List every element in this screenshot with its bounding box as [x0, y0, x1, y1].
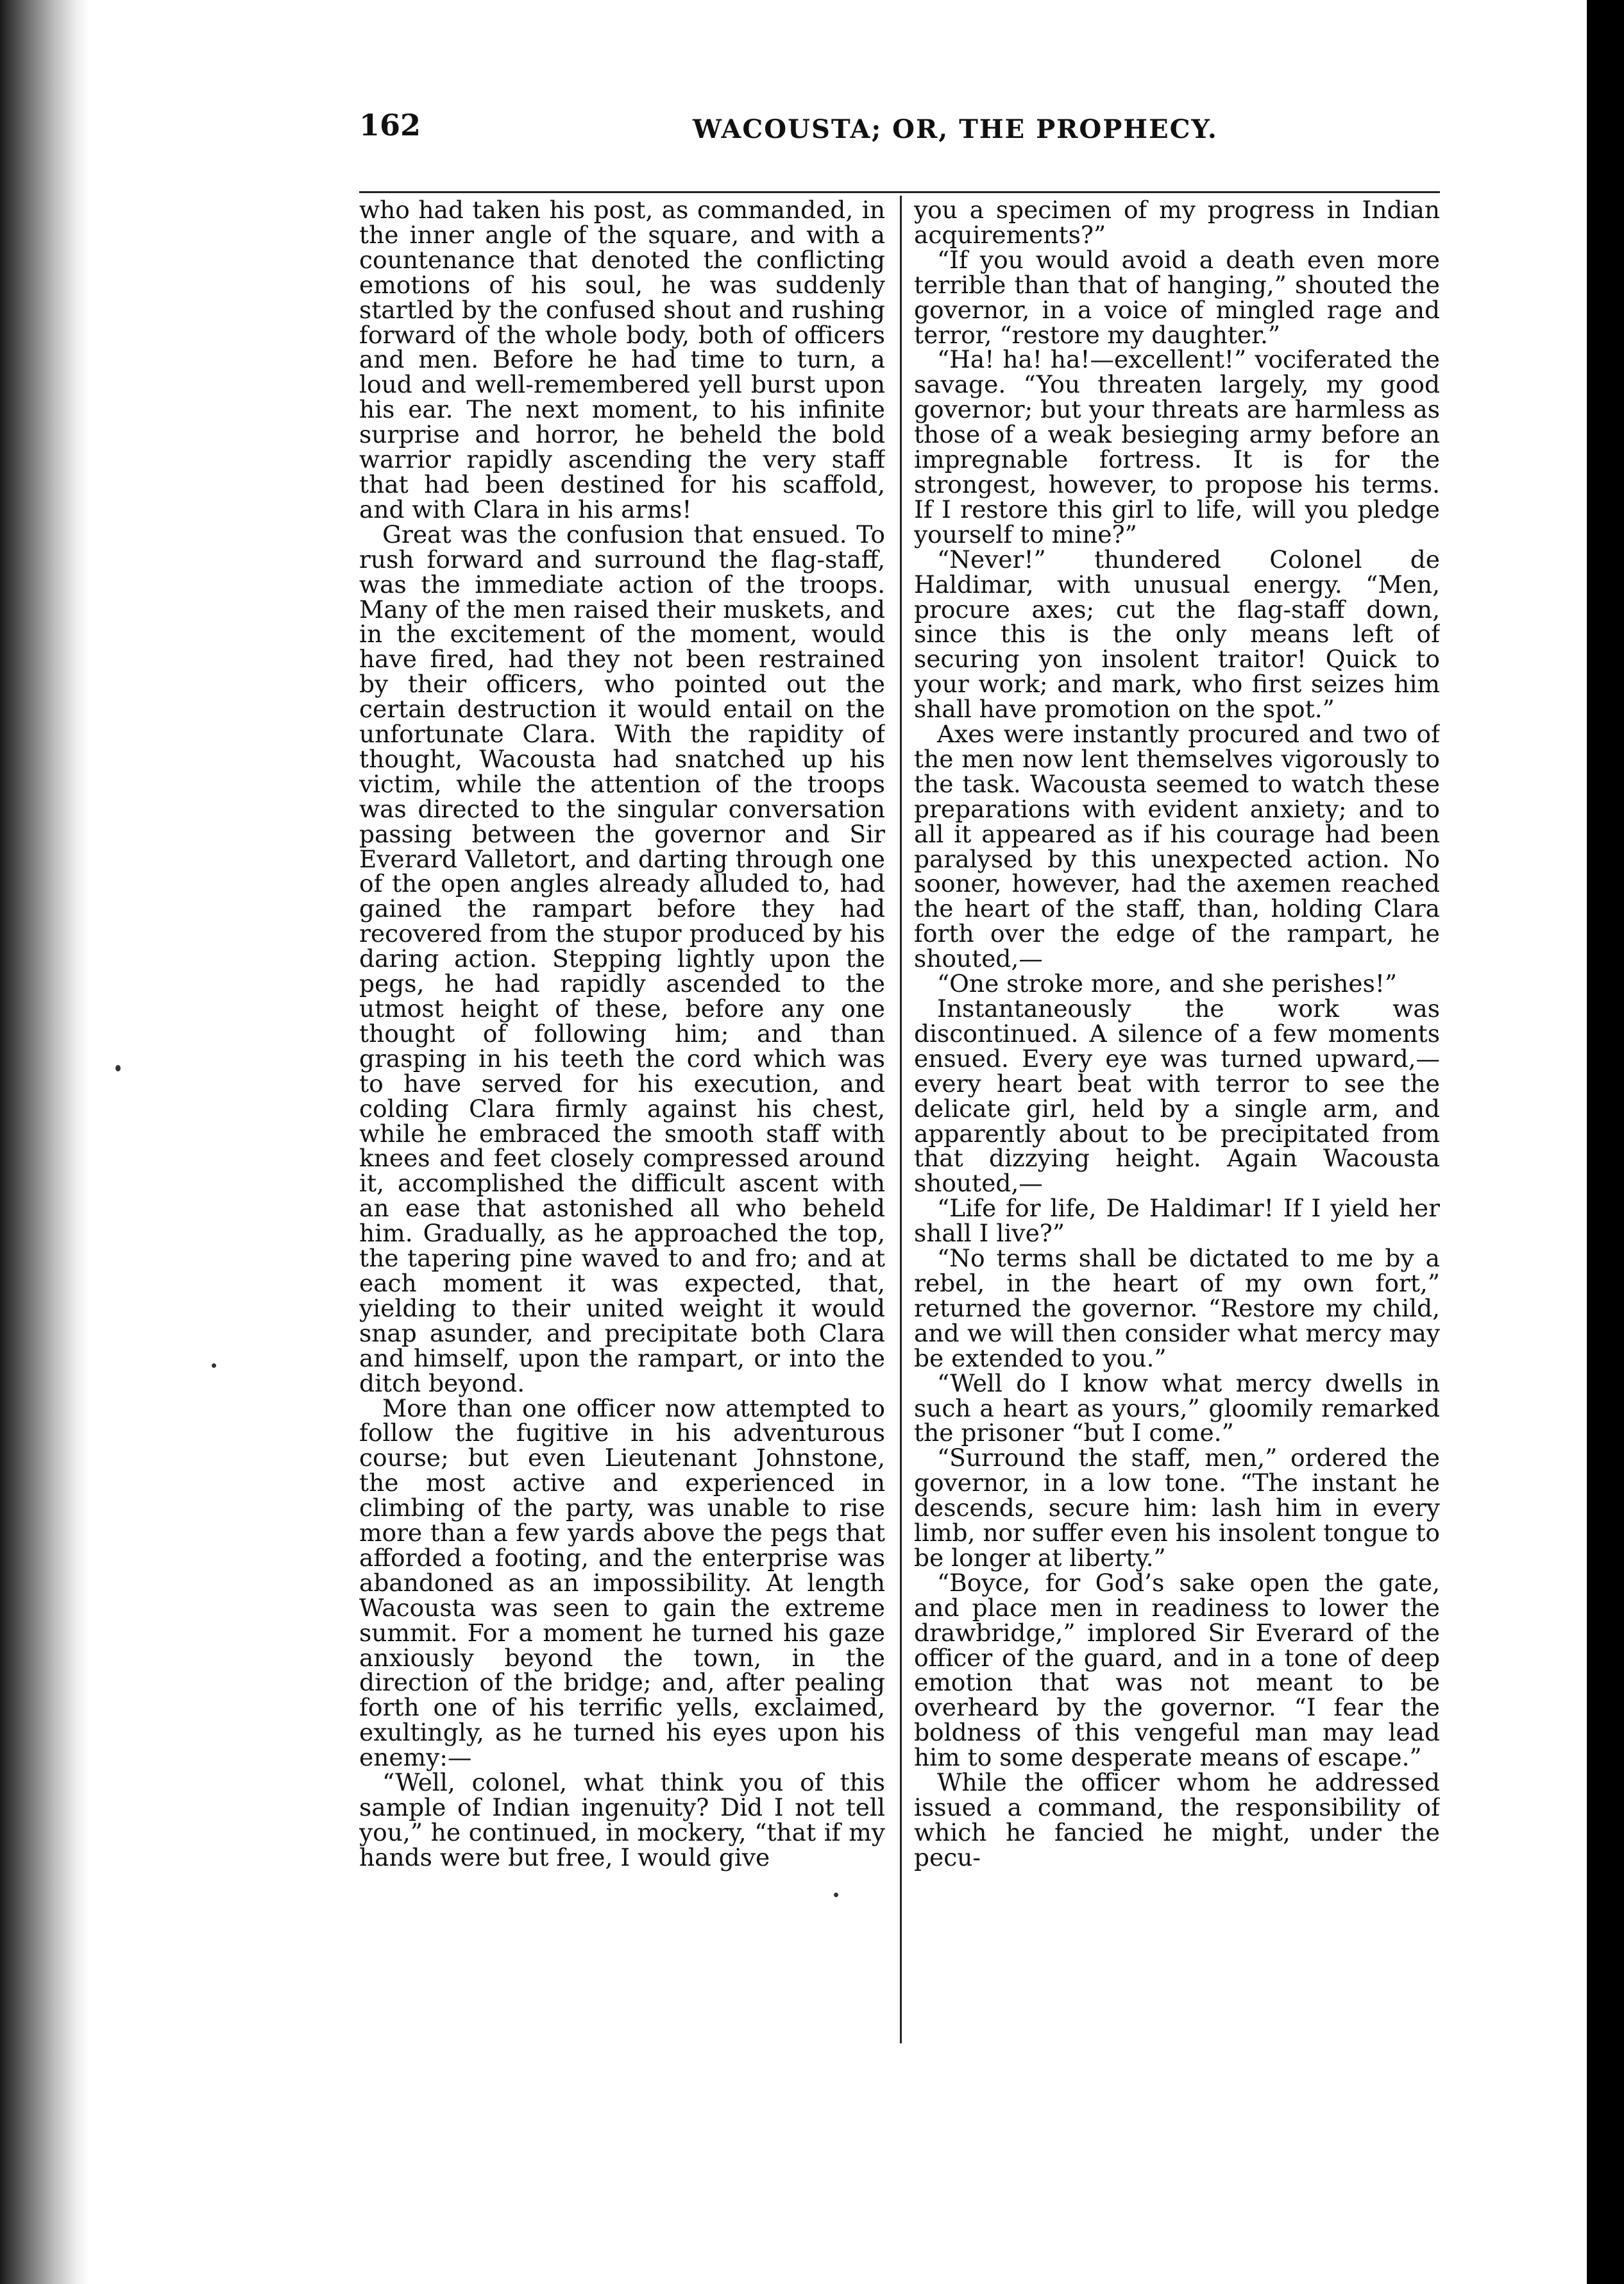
paragraph: “If you would avoid a death even more terrible than that of hanging,” shouted the governor, in a voice of mingled rage and terror, “restore my daughter.”	[914, 245, 1440, 349]
right-column	[914, 198, 1440, 2212]
header-rule	[359, 191, 1440, 193]
paragraph: “Never!” thundered Colonel de Haldimar, with unusual energy. “Men, procure axes; cut the flag-staff down, since this is the only means left of securing yon insolent traitor! Quick to your work; and mark, who first seizes him shall have promotion on the spot.”	[914, 545, 1440, 724]
paragraph: “Life for life, De Haldimar! If I yield her shall I live?”	[914, 1194, 1440, 1248]
scan-edge-border	[1587, 0, 1624, 2284]
paragraph: “No terms shall be dictated to me by a rebel, in the heart of my own fort,” returned the governor. “Restore my child, and we will then consider what mercy may be extended to you.”	[914, 1244, 1440, 1372]
paragraph: Instantaneously the work was discontinued. A silence of a few moments ensued. Every eye was turned upward,—every heart beat with terror to see the delicate girl, held by a single arm, and apparently about to be precipitated from that dizzying height. Again Wacousta shouted,—	[914, 994, 1440, 1198]
column-divider	[900, 196, 902, 2043]
paragraph: “Well do I know what mercy dwells in such a heart as yours,” gloomily remarked the prisoner “but I come.”	[914, 1368, 1440, 1447]
paragraph: “Well, colonel, what think you of this sample of Indian ingenuity? Did I not tell you,” he continued, in mockery, “that if my hands were but free, I would give	[359, 1768, 885, 1871]
paragraph: Great was the confusion that ensued. To rush forward and surround the flag-staff, was the immediate action of the troops. Many of the men raised their muskets, and in the excitement of the moment, would have fired, had they not been restrained by their officers, who pointed out the certain destruction it would entail on the unfortunate Clara. With the rapidity of thought, Wacousta had snatched up his victim, while the attention of the troops was directed to the singular conversation passing between the governor and Sir Everard Valletort, and darting through one of the open angles already alluded to, had gained the rampart before they had recovered from the stupor produced by his daring action. Stepping lightly upon the pegs, he had rapidly ascended to the utmost height of these, before any one thought of following him; and than grasping in his teeth the cord which was to have served for his execution, and colding Clara firmly against his chest, while he embraced the smooth staff with knees and feet closely compressed around it, accomplished the difficult ascent with an ease that astonished all who beheld him. Gradually, as he approached the top, the tapering pine waved to and fro; and at each moment it was expected, that, yielding to their united weight it would snap asunder, and precipitate both Clara and himself, upon the rampart, or into the ditch beyond.	[359, 520, 885, 1397]
page-number: 162	[359, 108, 421, 142]
paragraph: “Surround the staff, men,” ordered the governor, in a low tone. “The instant he descends, secure him: lash him in every limb, nor suffer even his insolent tongue to be longer at liberty.”	[914, 1444, 1440, 1572]
paragraph: “Boyce, for God’s sake open the gate, and place men in readiness to lower the drawbridge,” implored Sir Everard of the officer of the guard, and in a tone of deep emotion that was not meant to be overheard by the governor. “I fear the boldness of this vengeful man may lead him to some desperate means of escape.”	[914, 1568, 1440, 1772]
page-header	[359, 108, 1450, 153]
paragraph: “One stroke more, and she perishes!”	[937, 969, 1398, 998]
paragraph: “Ha! ha! ha!—excellent!” vociferated the savage. “You threaten largely, my good governor; but your threats are harmless as those of a weak besieging army before an impregnable fortress. It is for the strongest, however, to propose his terms. If I restore this girl to life, will you pledge yourself to mine?”	[914, 345, 1440, 549]
paragraph: who had taken his post, as commanded, in the inner angle of the square, and with a countenance that denoted the conflicting emotions of his soul, he was suddenly startled by the confused shout and rushing forward of the whole body, both of officers and men. Before he had time to turn, a loud and well-remembered yell burst upon his ear. The next moment, to his infinite surprise and horror, he beheld the bold warrior rapidly ascending the very staff that had been destined for his scaffold, and with Clara in his arms!	[359, 198, 885, 524]
left-column	[359, 198, 885, 2212]
scan-speck	[115, 1065, 121, 1071]
paragraph: More than one officer now attempted to follow the fugitive in his adventurous course; but even Lieutenant Johnstone, the most active and experienced in climbing of the party, was unable to rise more than a few yards above the pegs that afforded a footing, and the enterprise was abandoned as an impossibility. At length Wacousta was seen to gain the extreme summit. For a moment he turned his gaze anxiously beyond the town, in the direction of the bridge; and, after pealing forth one of his terrific yells, exclaimed, exultingly, as he turned his eyes upon his enemy:—	[359, 1393, 885, 1772]
paragraph: you a specimen of my progress in Indian acquirements?”	[914, 198, 1440, 249]
running-title: WACOUSTA; OR, THE PROPHECY.	[693, 114, 1218, 144]
paragraph: Axes were instantly procured and two of the men now lent themselves vigorously to the task. Wacousta seemed to watch these preparations with evident anxiety; and to all it appeared as if his courage had been paralysed by this unexpected action. No sooner, however, had the axemen reached the heart of the staff, than, holding Clara forth over the edge of the rampart, he shouted,—	[914, 720, 1440, 973]
scan-speck	[212, 1363, 216, 1368]
paragraph: While the officer whom he addressed issued a command, the responsibility of which he fancied he might, under the pecu-	[914, 1768, 1440, 1871]
book-binding-shadow	[0, 0, 90, 2284]
